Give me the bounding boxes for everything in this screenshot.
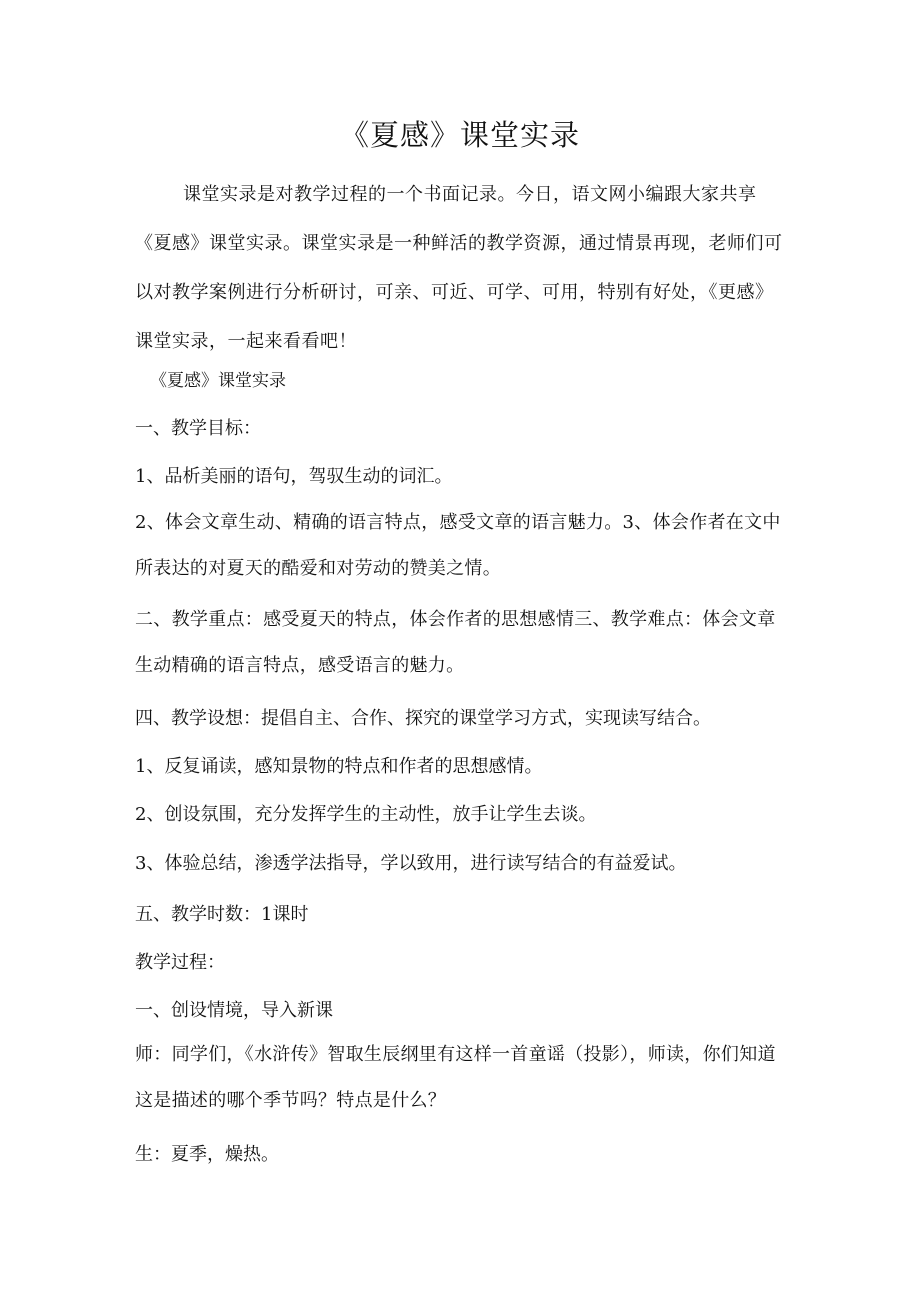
key-and-difficulty: 二、教学重点：感受夏天的特点，体会作者的思想感情三、教学难点：体会文章生动精确的语言特点，感受语言的魅力。: [135, 609, 776, 676]
section-subtitle: 《夏感》课堂实录: [150, 371, 286, 391]
design-item-1: 1、反复诵读，感知景物的特点和作者的思想感情。: [135, 756, 543, 777]
design-item-2: 2、创设氛围，充分发挥学生的主动性，放手让学生去谈。: [135, 804, 597, 825]
document-title: 《夏感》课堂实录: [339, 118, 580, 152]
goals-heading: 一、教学目标：: [135, 418, 261, 439]
intro-paragraph: 课堂实录是对教学过程的一个书面记录。今日，语文网小编跟大家共享《夏感》课堂实录。课堂实录是一种鲜活的教学资源，通过情景再现，老师们可以对教学案例进行分析研讨，可亲、可近、可学、可用，特别有好处，《更感》课堂实录，一起来看看吧！: [135, 184, 783, 352]
design-item-3: 3、体验总结，渗透学法指导，学以致用，进行读写结合的有益爱试。: [135, 853, 687, 874]
goal-item-1: 1、品析美丽的语句，驾驭生动的词汇。: [135, 466, 453, 487]
goal-item-2-3: 2、体会文章生动、精确的语言特点，感受文章的语言魅力。3、体会作者在文中所表达的对夏天的酷爱和对劳动的赞美之情。: [135, 512, 781, 579]
teaching-hours: 五、教学时数：1课时: [135, 904, 309, 925]
process-step-1: 一、创设情境，导入新课: [135, 1000, 333, 1021]
design-heading: 四、教学设想：提倡自主、合作、探究的课堂学习方式，实现读写结合。: [135, 708, 711, 729]
teacher-dialogue: 师：同学们，《水浒传》智取生辰纲里有这样一首童谣（投影），师读，你们知道这是描述的哪个季节吗？特点是什么？: [135, 1044, 776, 1111]
process-heading: 教学过程：: [135, 952, 225, 973]
student-dialogue: 生：夏季，燥热。: [135, 1144, 279, 1165]
